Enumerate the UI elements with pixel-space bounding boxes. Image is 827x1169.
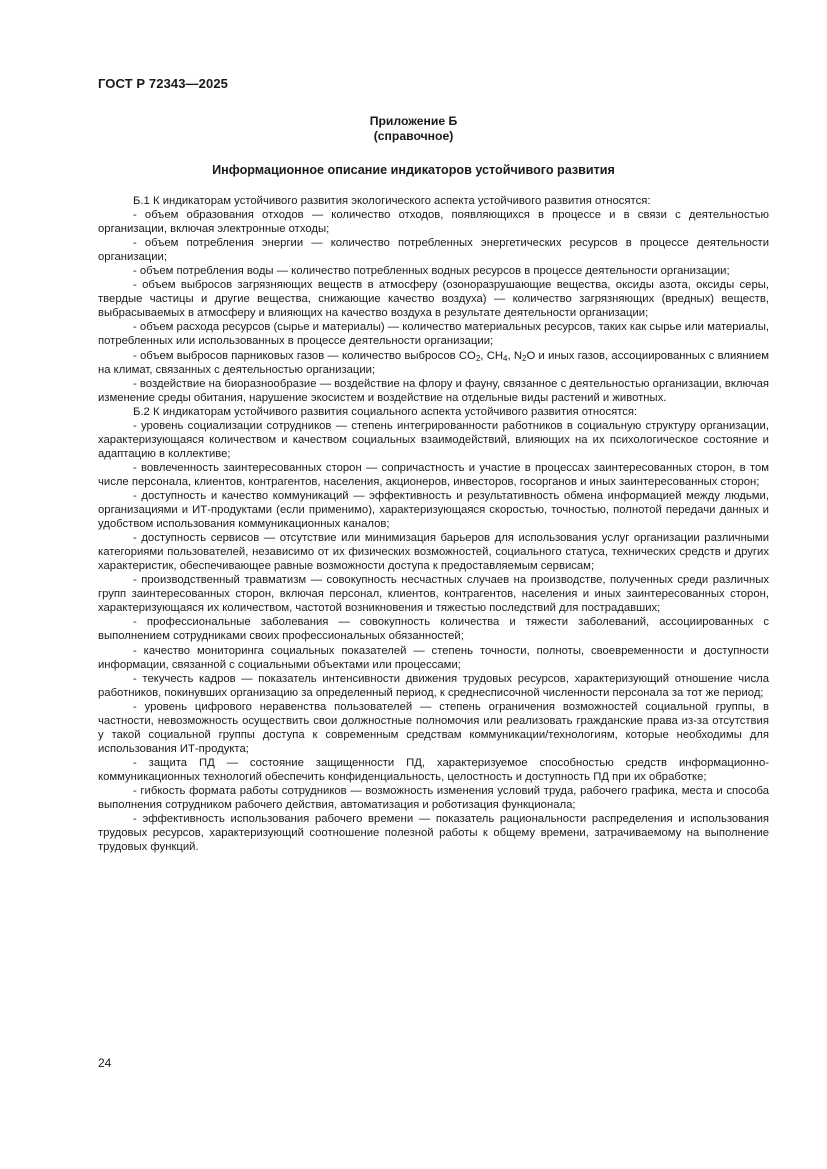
list-item: - объем выбросов загрязняющих веществ в атмосферу (озоноразрушающие вещества, оксиды азота, оксиды серы, твердые частицы и другие вещества, снижающие качество воздуха) — количество загрязняющих (вредных) веществ, выбрасываемых в атмосферу и влияющих на качество воздуха в результате деятельности организации; (98, 279, 769, 320)
list-item: - уровень цифрового неравенства пользователей — степень ограничения возможностей социальной группы, в частности, невозможность осуществить свои должностные полномочия или реализовать гражданские права из-за отсутствия у такой социальной группы доступа к современным средствам коммуникации/технологиям, которые необходимы для использования ИТ-продукта; (98, 700, 769, 755)
list-item: - воздействие на биоразнообразие — воздействие на флору и фауну, связанное с деятельностью организации, включая изменение среды обитания, нарушение экосистем и воздействие на отдельные виды растений и животных. (98, 377, 769, 404)
ghg-text: , CH (480, 349, 504, 362)
list-item: - вовлеченность заинтересованных сторон — сопричастность и участие в процессах заинтересованных сторон, в том числе персонала, клиентов, контрагентов, населения, акционеров, инвесторов, госорганов и иных заинтересованных сторон; (98, 461, 769, 488)
list-item: - объем потребления воды — количество потребленных водных ресурсов в процессе деятельности организации; (133, 265, 730, 278)
paragraph-b2-intro: Б.2 К индикаторам устойчивого развития социального аспекта устойчивого развития относятся: (133, 405, 638, 418)
list-item-ghg (98, 349, 769, 377)
list-item: - уровень социализации сотрудников — степень интегрированности работников в социальную структуру организации, характеризующаяся количеством и качеством социальных взаимодействий, влияющих на их психологическое состояние и адаптацию в коллективе; (98, 419, 769, 460)
list-item: - производственный травматизм — совокупность несчастных случаев на производстве, полученных среди различных групп заинтересованных сторон, включая персонал, клиентов, контрагентов, населения и иных заинтересованных сторон, характеризующаяся их количеством, частотой возникновения и тяжестью последствий для пострадавших; (98, 574, 769, 615)
list-item: - профессиональные заболевания — совокупность количества и тяжести заболеваний, ассоциированных с выполнением сотрудниками своих профессиональных обязанностей; (98, 616, 769, 643)
subscript: 2 (475, 353, 481, 363)
list-item: - текучесть кадров — показатель интенсивности движения трудовых ресурсов, характеризующий отношение числа работников, покинувших организацию за определенный период, к среднесписочной численности персонала за тот же период; (98, 672, 769, 699)
ghg-text-end: O и иных газов, ассоциированных с влиянием на климат, связанных с деятельностью организации; (98, 349, 769, 376)
list-item: - объем расхода ресурсов (сырье и материалы) — количество материальных ресурсов, таких как сырье или материалы, потребленных или использованных в процессе деятельности организации; (98, 321, 769, 348)
list-item: - объем образования отходов — количество отходов, появляющихся в процессе и в связи с деятельностью организации, включая электронные отходы; (98, 209, 769, 236)
list-item: - объем потребления энергии — количество потребленных энергетических ресурсов в процессе деятельности организации; (98, 237, 769, 264)
document-body (98, 194, 769, 854)
appendix-title (0, 114, 827, 144)
appendix-label: Приложение Б (369, 114, 458, 128)
list-item: - эффективность использования рабочего времени — показатель рациональности распределения и использования трудовых ресурсов, характеризующий соотношение полезной работы к общему времени, затрачиваемому на выполнение трудовых функций. (98, 813, 769, 854)
list-item: - гибкость формата работы сотрудников — возможность изменения условий труда, рабочего графика, места и способа выполнения сотрудником рабочего действия, автоматизация и роботизация функционала; (98, 784, 769, 812)
subscript: 2 (522, 353, 527, 363)
section-heading: Информационное описание индикаторов устойчивого развития (212, 163, 615, 177)
list-item: - доступность и качество коммуникаций — эффективность и результативность обмена информацией между людьми, организациями и ИТ-продуктами (если применимо), характеризующаяся скоростью, точностью, полнотой передачи данных и удобством использования коммуникационных каналов; (98, 489, 769, 531)
ghg-text-start: - объем выбросов парниковых газов — количество выбросов CO (133, 349, 476, 362)
list-item: - доступность сервисов — отсутствие или минимизация барьеров для использования услуг организации различными категориями пользователей, независимо от их физических возможностей, социального статуса, технических средств и других характеристик, обеспечивающее равные возможности доступа к предоставляемым сервисам; (98, 532, 769, 573)
subscript: 4 (503, 353, 508, 363)
document-code: ГОСТ Р 72343—2025 (98, 76, 228, 91)
page-number: 24 (98, 1056, 112, 1070)
paragraph-b1-intro: Б.1 К индикаторам устойчивого развития экологического аспекта устойчивого развития относятся: (133, 195, 651, 207)
ghg-text: , N (507, 349, 523, 362)
list-item: - качество мониторинга социальных показателей — степень точности, полноты, своевременности и доступности информации, связанной с социальными объектами или процессами; (98, 644, 769, 671)
list-item: - защита ПД — состояние защищенности ПД, характеризуемое способностью средств информационно-коммуникационных технологий обеспечить конфиденциальность, целостность и доступность ПД при их обработке; (98, 756, 769, 783)
appendix-type: (справочное) (373, 129, 454, 143)
